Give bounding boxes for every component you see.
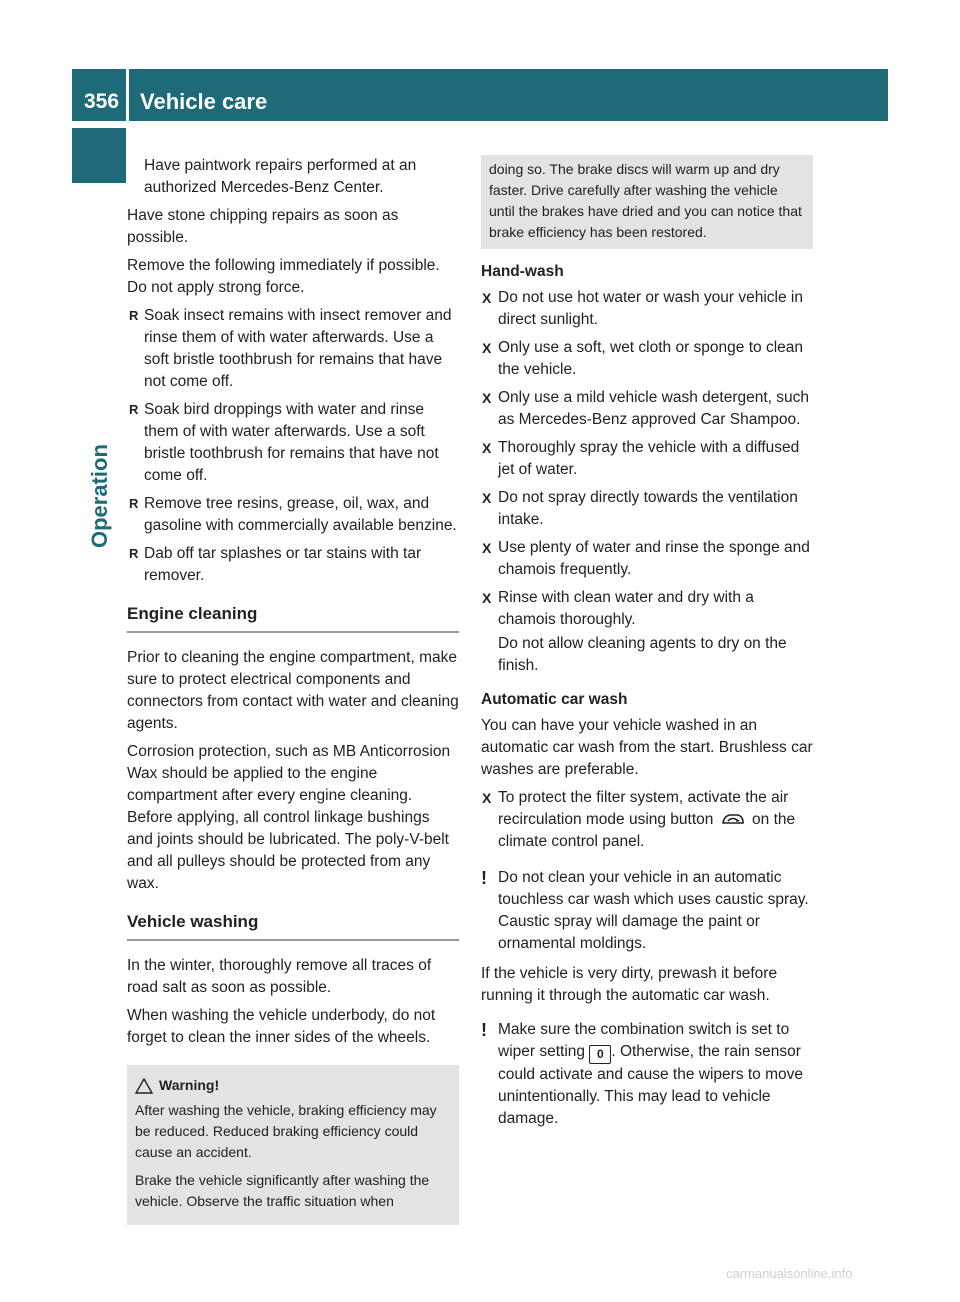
list-item: X Use plenty of water and rinse the sponge and chamois frequently. — [481, 537, 813, 581]
air-recirculation-text-pre: To protect the filter system, activate the air recirculation mode using button — [498, 789, 789, 828]
caustic-spray-note-text: Do not clean your vehicle in an automatic touchless car wash which uses caustic spray. Caustic spray will damage the paint or ornamental moldings. — [498, 869, 809, 952]
engine-cleaning-heading: Engine cleaning — [127, 603, 459, 633]
warning-box — [127, 1065, 459, 1225]
air-recirculation-text-post: on the climate control panel. — [498, 811, 796, 850]
side-tab-label: Operation — [87, 444, 112, 548]
vehicle-washing-heading: Vehicle washing — [127, 911, 459, 941]
warning-title-text: Warning! — [159, 1077, 220, 1093]
list-item: X Rinse with clean water and dry with a chamois thoroughly. — [481, 587, 813, 631]
automatic-car-wash-heading: Automatic car wash — [481, 691, 628, 708]
air-recirculation-instruction — [481, 787, 813, 853]
hand-wash-note: Do not allow cleaning agents to dry on the finish. — [498, 635, 787, 674]
remove-immediately-text: Remove the following immediately if possible. Do not apply strong force. — [127, 257, 440, 296]
wiper-setting-symbol: 0 — [589, 1045, 611, 1064]
list-item: R Remove tree resins, grease, oil, wax, and gasoline with commercially available benzine. — [127, 493, 459, 537]
hand-wash-heading: Hand-wash — [481, 263, 564, 280]
right-column — [481, 155, 813, 1138]
engine-cleaning-text-1: Prior to cleaning the engine compartment, make sure to protect electrical components and connectors from contact with water and cleaning agents. — [127, 649, 459, 732]
hand-wash-list — [481, 287, 813, 631]
exclamation-icon: ! — [481, 1020, 487, 1040]
prewash-text: If the vehicle is very dirty, prewash it before running it through the automatic car wash. — [481, 965, 778, 1004]
side-tab-block — [72, 128, 126, 183]
vehicle-washing-text-2: When washing the vehicle underbody, do not forget to clean the inner sides of the wheels. — [127, 1007, 436, 1046]
automatic-car-wash-text: You can have your vehicle washed in an automatic car wash from the start. Brushless car washes are preferable. — [481, 717, 813, 778]
list-item: X Only use a soft, wet cloth or sponge to clean the vehicle. — [481, 337, 813, 381]
stone-chipping-text: Have stone chipping repairs as soon as possible. — [127, 207, 399, 246]
footer-watermark: carmanualsonline.info — [726, 1266, 853, 1281]
list-item: R Dab off tar splashes or tar stains with tar remover. — [127, 543, 459, 587]
side-tab-label-panel — [72, 183, 126, 1183]
engine-cleaning-text-2: Corrosion protection, such as MB Anticorrosion Wax should be applied to the engine compartment after every engine cleaning. Before applying, all control linkage bushings and joints should be lubricated. The poly-V-belt and all pulleys should be protected from any wax. — [127, 743, 451, 892]
paintwork-text: Have paintwork repairs performed at an authorized Mercedes-Benz Center. — [144, 157, 417, 196]
warning-text-2: Brake the vehicle significantly after washing the vehicle. Observe the traffic situation when — [135, 1172, 430, 1209]
left-column — [127, 155, 459, 1225]
list-item: X Only use a mild vehicle wash detergent, such as Mercedes-Benz approved Car Shampoo. — [481, 387, 813, 431]
header-divider — [126, 69, 129, 121]
side-tab-label-wrap — [80, 430, 120, 548]
list-item: X Do not spray directly towards the ventilation intake. — [481, 487, 813, 531]
exclamation-icon: ! — [481, 868, 487, 888]
list-item: R Soak insect remains with insect remover and rinse them of with water afterwards. Use a soft bristle toothbrush for remains that have not come off. — [127, 305, 459, 393]
removal-bullet-list — [127, 305, 459, 587]
warning-text-1: After washing the vehicle, braking efficiency may be reduced. Reduced braking efficiency could cause an accident. — [135, 1102, 437, 1160]
warning-triangle-icon — [135, 1078, 153, 1094]
wiper-setting-note — [481, 1019, 813, 1130]
warning-box-continued: doing so. The brake discs will warm up and dry faster. Drive carefully after washing the vehicle until the brakes have dried and you can notice that brake efficiency has been restored. — [481, 155, 813, 249]
list-item: X Do not use hot water or wash your vehicle in direct sunlight. — [481, 287, 813, 331]
page-title: Vehicle care — [140, 89, 268, 114]
wiper-note-text-post: . Otherwise, the rain sensor could activate and cause the wipers to move unintentionally. This may lead to vehicle damage. — [498, 1043, 804, 1127]
air-recirculation-icon — [720, 811, 746, 827]
wiper-note-text-pre: Make sure the combination switch is set to wiper setting — [498, 1021, 790, 1060]
page-number: 356 — [84, 90, 120, 113]
list-item: X Thoroughly spray the vehicle with a diffused jet of water. — [481, 437, 813, 481]
vehicle-washing-text-1: In the winter, thoroughly remove all traces of road salt as soon as possible. — [127, 957, 432, 996]
warning-title — [135, 1075, 451, 1096]
list-item: R Soak bird droppings with water and rinse them of with water afterwards. Use a soft bristle toothbrush for remains that have not come off. — [127, 399, 459, 487]
caustic-spray-note — [481, 867, 813, 955]
